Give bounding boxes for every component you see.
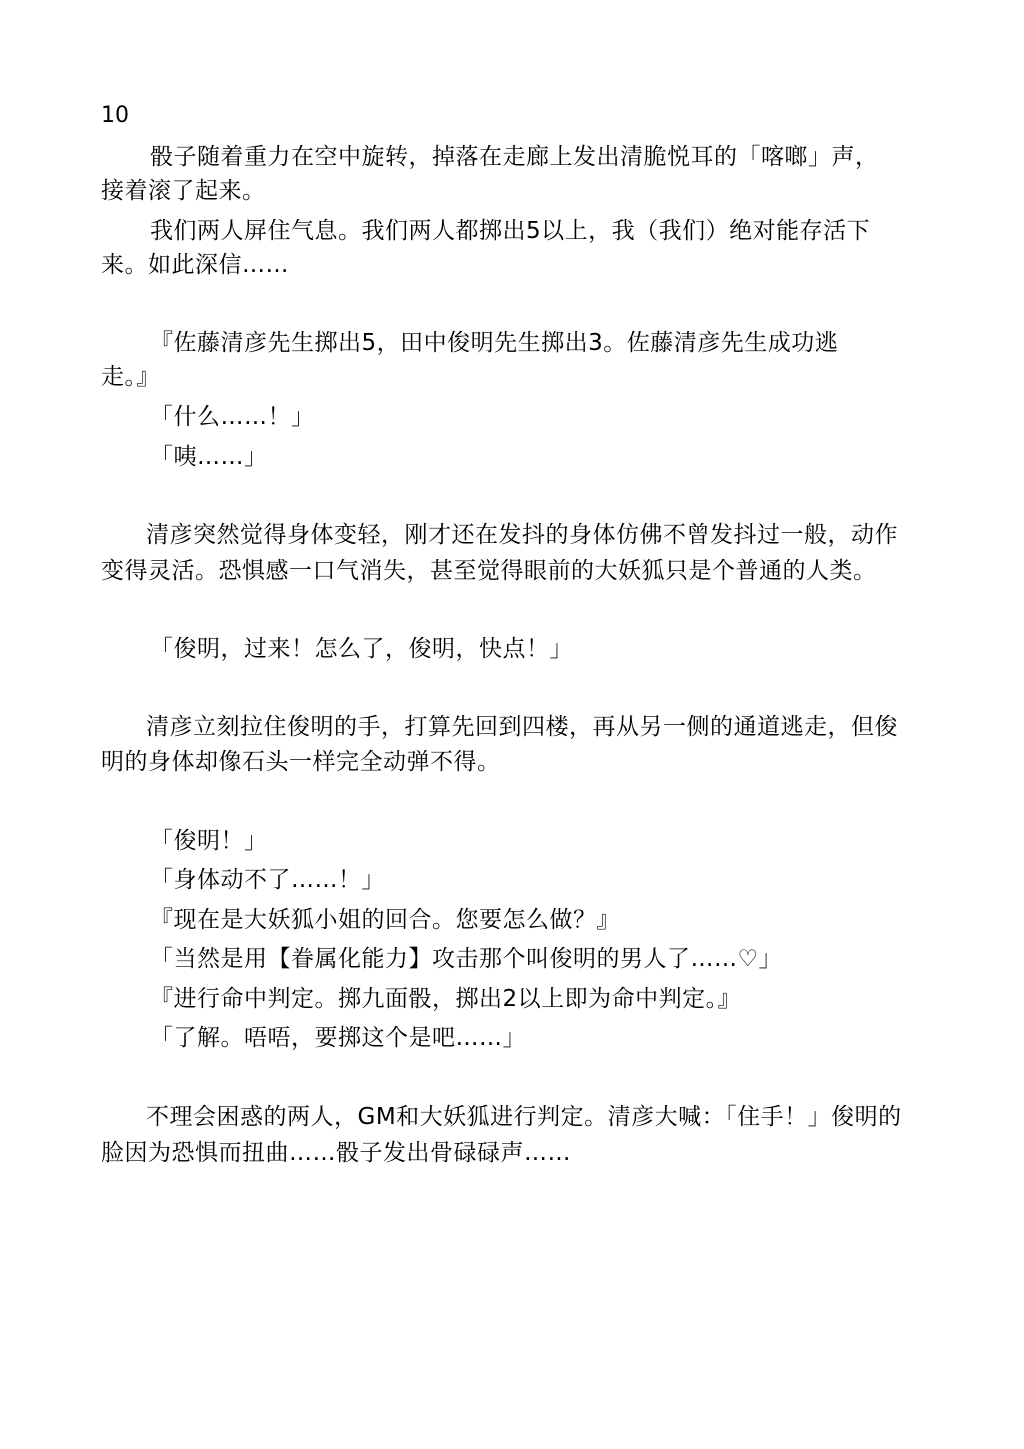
dialogue-line-gm-result: 『佐藤清彦先生掷出5，田中俊明先生掷出3。佐藤清彦先生成功逃 [150, 330, 839, 356]
paragraph-line-10: 脸因为恐惧而扭曲……骰子发出骨碌碌声…… [101, 1140, 571, 1166]
dialogue-line: 「咦……」 [150, 444, 268, 470]
paragraph-line-8: 明的身体却像石头一样完全动弹不得。 [101, 749, 501, 775]
paragraph-line-9: 不理会困惑的两人，GM和大妖狐进行判定。清彦大喊：「住手！」俊明的 [146, 1104, 902, 1130]
page-number: 10 [101, 103, 129, 128]
paragraph-line-5: 清彦突然觉得身体变轻，刚才还在发抖的身体仿佛不曾发抖过一般，动作 [146, 522, 898, 548]
dialogue-line: 「俊明！」 [150, 828, 268, 854]
dialogue-line: 「身体动不了……！」 [150, 867, 385, 893]
paragraph-line-4: 来。如此深信…… [101, 252, 289, 278]
paragraph-line-3: 我们两人屏住气息。我们两人都掷出5以上，我（我们）绝对能存活下 [150, 218, 871, 244]
dialogue-line-gm-result-cont: 走。』 [101, 364, 160, 390]
dialogue-line: 『进行命中判定。掷九面骰，掷出2以上即为命中判定。』 [150, 986, 742, 1012]
dialogue-line: 『现在是大妖狐小姐的回合。您要怎么做？』 [150, 907, 620, 933]
paragraph-line-6: 变得灵活。恐惧感一口气消失，甚至觉得眼前的大妖狐只是个普通的人类。 [101, 558, 877, 584]
dialogue-line: 「当然是用【眷属化能力】攻击那个叫俊明的男人了……♡」 [150, 946, 783, 972]
dialogue-line: 「俊明，过来！怎么了，俊明，快点！」 [150, 636, 573, 662]
dialogue-line: 「什么……！」 [150, 404, 315, 430]
paragraph-line-1: 骰子随着重力在空中旋转，掉落在走廊上发出清脆悦耳的「喀啷」声， [150, 144, 879, 170]
dialogue-line: 「了解。唔唔，要掷这个是吧……」 [150, 1025, 526, 1051]
paragraph-line-7: 清彦立刻拉住俊明的手，打算先回到四楼，再从另一侧的通道逃走，但俊 [146, 714, 898, 740]
paragraph-line-2: 接着滚了起来。 [101, 178, 266, 204]
